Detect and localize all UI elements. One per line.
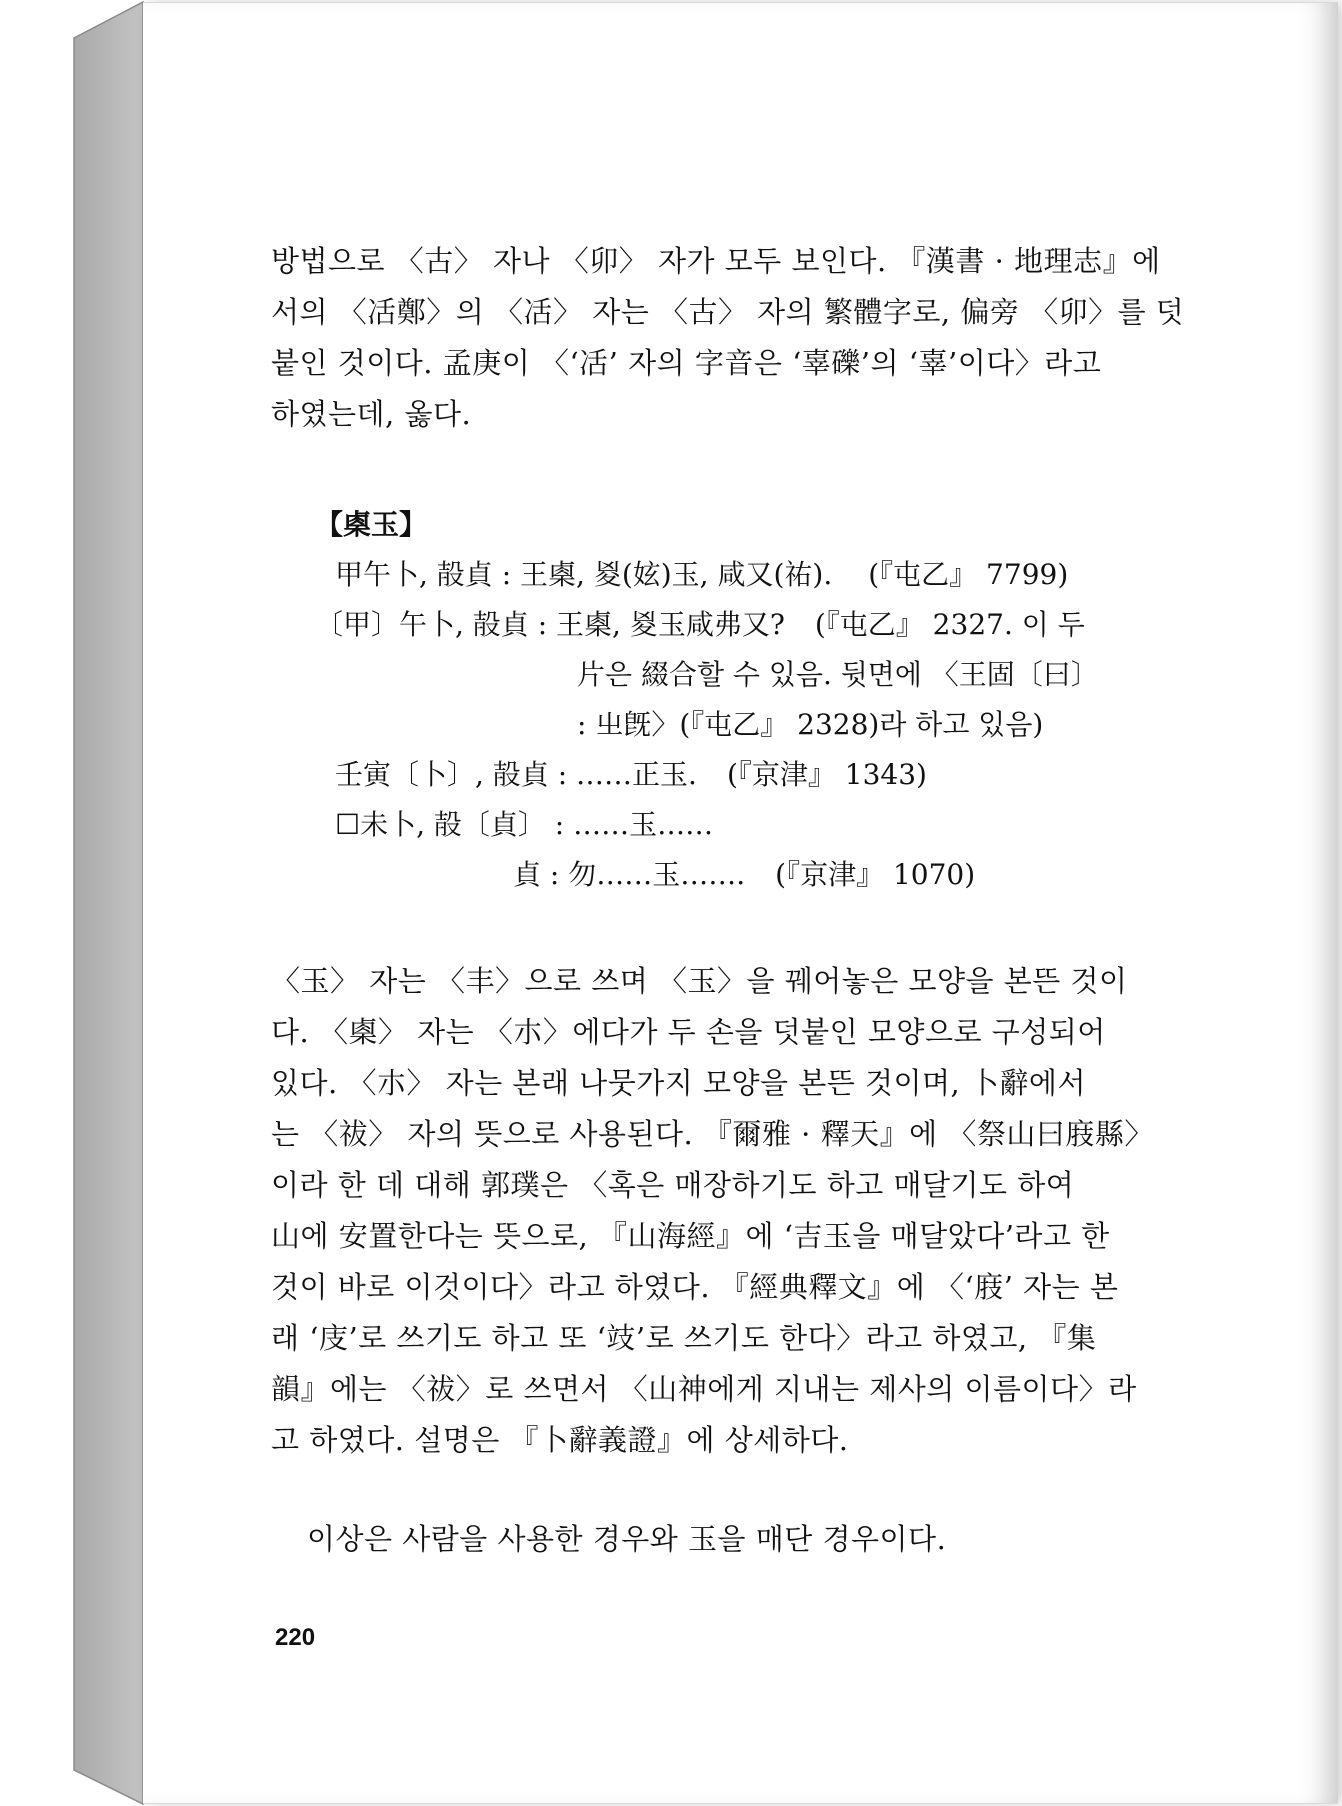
page-number: 220 [275, 1624, 316, 1651]
paragraph-1-line: 하였는데, 옳다. [271, 397, 472, 431]
inscription-section [315, 500, 1195, 900]
inscription-citation: (『京津』 1343) [726, 758, 927, 791]
inscription-citation: (『屯乙』 7799) [868, 558, 1069, 591]
paragraph-2-line: 고 하였다. 설명은 『卜辭義證』에 상세하다. [271, 1423, 849, 1457]
inscription-entry [315, 800, 1195, 850]
paragraph-3 [307, 1514, 1207, 1565]
inscription-text: 〔甲〕午卜, 㱿貞 : 王㮚, 㚇玉咸弗又? [315, 608, 785, 641]
inscription-text: 壬寅〔卜〕, 㱿貞 : ……正玉. [335, 758, 697, 791]
inscription-entry [315, 750, 1195, 800]
paragraph-1-line: 붙인 것이다. 孟庚이 〈‘㓉’ 자의 字音은 ‘辜礫’의 ‘辜’이다〉라고 [271, 346, 1102, 380]
paragraph-2-line: 다. 〈㮚〉 자는 〈朩〉에다가 두 손을 덧붙인 모양으로 구성되어 [271, 1015, 1106, 1049]
paragraph-2-line: 있다. 〈朩〉 자는 본래 나뭇가지 모양을 본뜬 것이며, 卜辭에서 [271, 1066, 1086, 1100]
paragraph-1 [271, 236, 1185, 440]
inscription-entry [315, 650, 1195, 700]
inscription-entry [315, 550, 1195, 600]
inscription-text: 片은 綴合할 수 있음. 뒷면에 〈王固〔曰〕 [577, 658, 1099, 691]
inscription-entry [315, 700, 1195, 750]
inscription-text: : 㞢旣〉(『屯乙』 2328)라 하고 있음) [577, 708, 1044, 741]
paragraph-2-line: 韻』에는 〈祓〉로 쓰면서 〈山神에게 지내는 제사의 이름이다〉라 [271, 1372, 1137, 1406]
inscription-text: 貞 : 勿……玉……. [513, 858, 746, 891]
paragraph-2-line: 는 〈祓〉 자의 뜻으로 사용된다. 『爾雅 · 釋天』에 〈祭山曰庪縣〉 [271, 1117, 1154, 1151]
paragraph-2-line: 이라 한 데 대해 郭璞은 〈혹은 매장하기도 하고 매달기도 하여 [271, 1168, 1075, 1202]
inscription-entry [315, 850, 1195, 900]
paragraph-1-line: 서의 〈㓉鄭〉의 〈㓉〉 자는 〈古〉 자의 繁體字로, 偏旁 〈卯〉를 덧 [271, 295, 1185, 329]
paragraph-2-line: 것이 바로 이것이다〉라고 하였다. 『經典釋文』에 〈‘庪’ 자는 본 [271, 1270, 1119, 1304]
inscription-text: ☐未卜, 㱿〔貞〕 : ……玉…… [335, 808, 714, 841]
inscription-citation: (『屯乙』 2327. 이 두 [814, 608, 1085, 641]
paragraph-2 [271, 956, 1181, 1466]
paragraph-2-line: 〈玉〉 자는 〈丰〉으로 쓰며 〈玉〉을 꿰어놓은 모양을 본뜬 것이 [271, 964, 1128, 998]
inscription-citation: (『京津』 1070) [775, 858, 976, 891]
inscription-text: 甲午卜, 㱿貞 : 王㮚, 㚇(妶)玉, 咸又(祐). [335, 558, 833, 591]
inscription-entry [315, 600, 1195, 650]
paragraph-2-line: 래 ‘庋’로 쓰기도 하고 또 ‘攱’로 쓰기도 한다〉라고 하였고, 『集 [271, 1321, 1097, 1355]
paragraph-1-line: 방법으로 〈古〉 자나 〈卯〉 자가 모두 보인다. 『漢書 · 地理志』에 [271, 244, 1161, 278]
paragraph-3-text: 이상은 사람을 사용한 경우와 玉을 매단 경우이다. [307, 1522, 947, 1556]
paragraph-2-line: 山에 安置한다는 뜻으로, 『山海經』에 ‘吉玉을 매달았다’라고 한 [271, 1219, 1110, 1253]
section-heading: 【㮚玉】 [315, 508, 428, 541]
